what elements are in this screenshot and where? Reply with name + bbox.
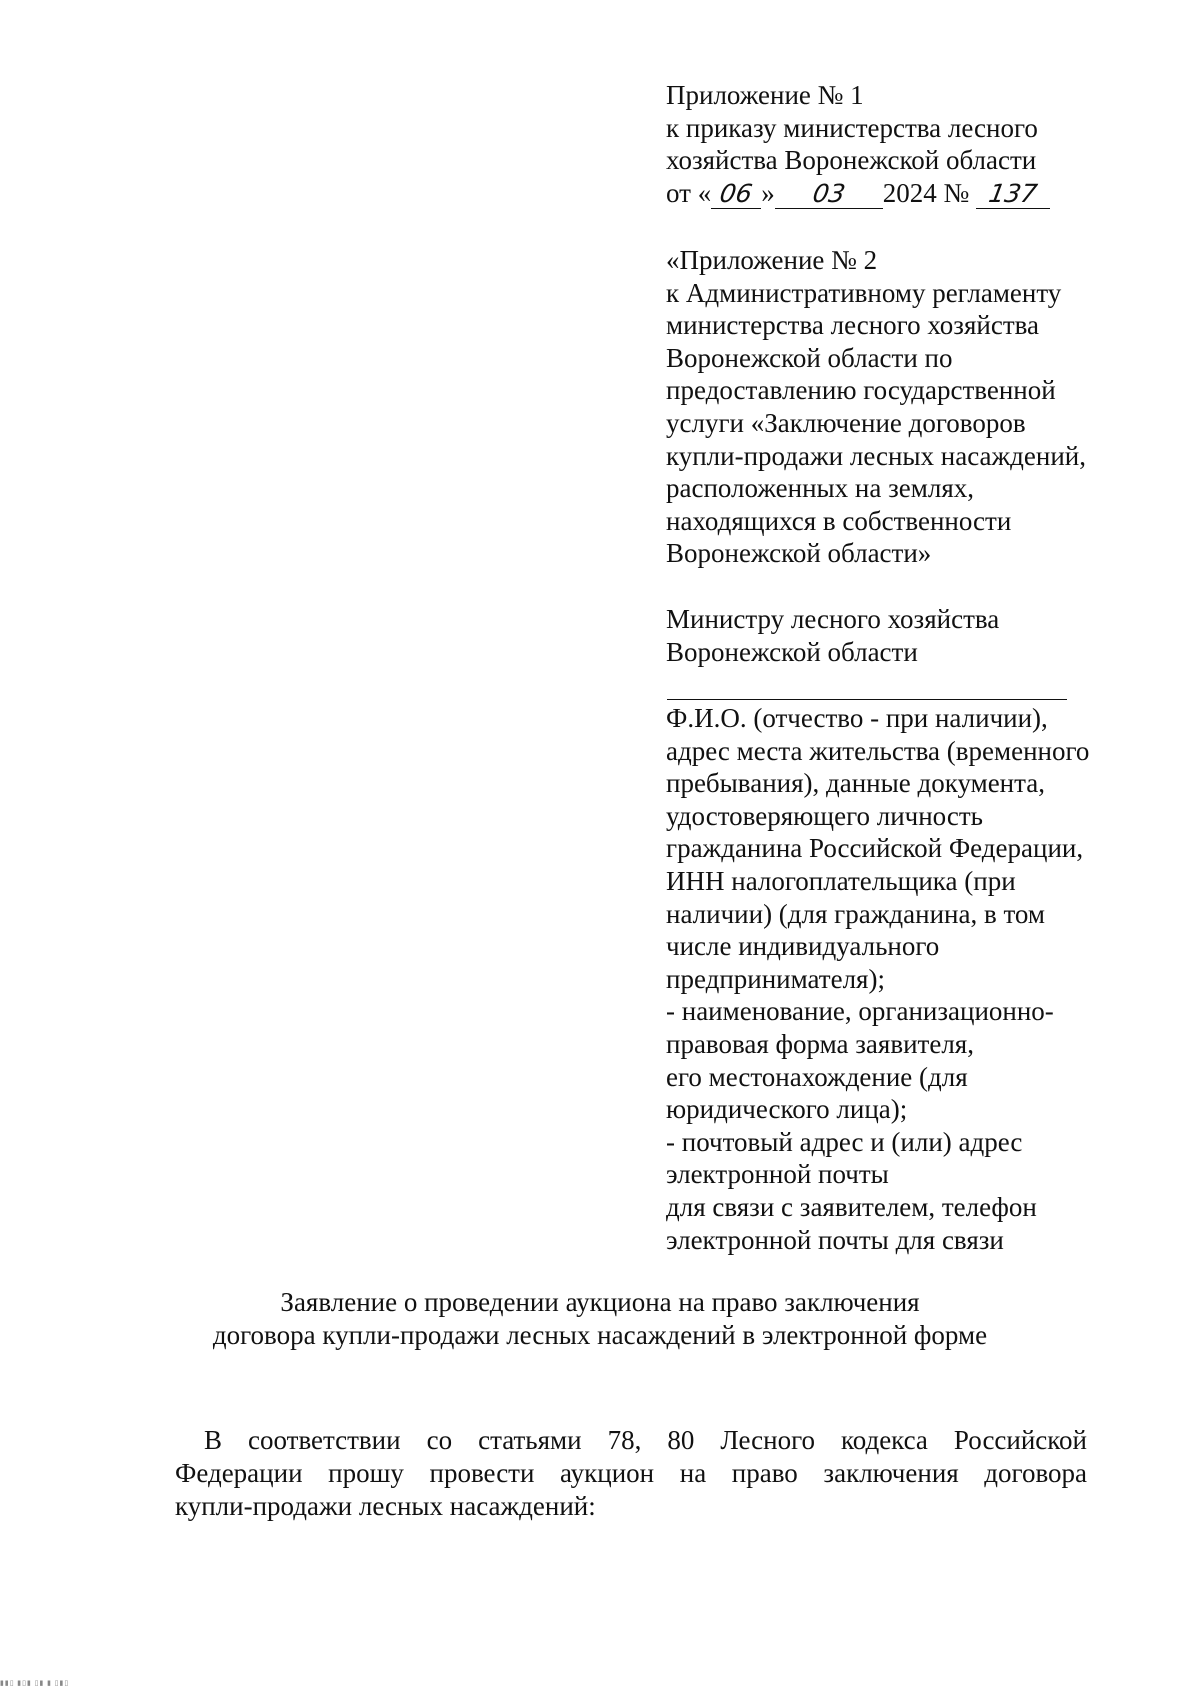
applicant-field-line: электронной почты для связи bbox=[666, 1224, 1004, 1255]
addressee-line: Воронежской области bbox=[666, 636, 918, 667]
appendix-2-line: Воронежской области по bbox=[666, 342, 953, 373]
body-line-3: купли-продажи лесных насаждений: bbox=[175, 1491, 596, 1521]
applicant-field-line: электронной почты bbox=[666, 1159, 889, 1190]
applicant-field-line: адрес места жительства (временного bbox=[666, 735, 1090, 766]
date-day-field bbox=[711, 179, 761, 209]
scan-marks: ▮▮▯ ▮▯▮ ▯▮ ▮ ▯▮▯ bbox=[0, 1680, 70, 1686]
applicant-blank-line bbox=[667, 699, 1067, 700]
applicant-field-line: юридического лица); bbox=[666, 1094, 908, 1125]
body-line-1: В соответствии со статьями 78, 80 Лесного кодекса Российской bbox=[204, 1425, 1087, 1455]
date-prefix: от « bbox=[666, 177, 712, 208]
appendix-2-line: «Приложение № 2 bbox=[666, 245, 878, 275]
applicant-field-line: наличии) (для гражданина, в том bbox=[666, 898, 1045, 929]
applicant-info-fields bbox=[666, 702, 1186, 1256]
appendix-1-header bbox=[666, 79, 1186, 209]
body-line-2: Федерации прошу провести аукцион на право заключения договора bbox=[175, 1458, 1087, 1488]
date-month-handwritten: 03 bbox=[810, 178, 848, 208]
applicant-field-line: - наименование, организационно- bbox=[666, 996, 1054, 1027]
body-paragraph bbox=[175, 1424, 1087, 1523]
applicant-field-line: пребывания), данные документа, bbox=[666, 768, 1045, 799]
applicant-field-line: удостоверяющего личность bbox=[666, 800, 983, 831]
appendix-1-order-ref: к приказу министерства лесного bbox=[666, 112, 1038, 143]
applicant-field-line: предпринимателя); bbox=[666, 963, 885, 994]
applicant-field-line: числе индивидуального bbox=[666, 931, 940, 962]
date-day-handwritten: 06 bbox=[717, 178, 755, 208]
appendix-2-line: министерства лесного хозяйства bbox=[666, 310, 1039, 341]
appendix-2-line: услуги «Заключение договоров bbox=[666, 407, 1026, 438]
document-title bbox=[0, 1286, 1200, 1351]
appendix-2-line: находящихся в собственности bbox=[666, 505, 1012, 536]
appendix-1-title: Приложение № 1 bbox=[666, 80, 864, 110]
appendix-2-line: Воронежской области» bbox=[666, 538, 932, 569]
addressee bbox=[666, 603, 1186, 668]
addressee-line: Министру лесного хозяйства bbox=[666, 604, 1000, 634]
applicant-field-line: ИНН налогоплательщика (при bbox=[666, 865, 1016, 896]
date-separator: » bbox=[761, 177, 775, 208]
applicant-field-line: для связи с заявителем, телефон bbox=[666, 1191, 1037, 1222]
applicant-field-line: - почтовый адрес и (или) адрес bbox=[666, 1126, 1023, 1157]
title-line-1: Заявление о проведении аукциона на право заключения bbox=[280, 1287, 920, 1317]
applicant-field-line: гражданина Российской Федерации, bbox=[666, 833, 1084, 864]
appendix-2-header bbox=[666, 244, 1186, 570]
appendix-2-line: купли-продажи лесных насаждений, bbox=[666, 440, 1087, 471]
appendix-2-line: к Административному регламенту bbox=[666, 277, 1062, 308]
date-month-field bbox=[775, 179, 883, 209]
applicant-field-line: правовая форма заявителя, bbox=[666, 1028, 974, 1059]
date-year: 2024 № bbox=[882, 177, 970, 208]
appendix-1-ministry: хозяйства Воронежской области bbox=[666, 145, 1037, 176]
appendix-2-line: предоставлению государственной bbox=[666, 375, 1056, 406]
order-number-field bbox=[976, 179, 1050, 209]
order-number-handwritten: 137 bbox=[986, 178, 1040, 208]
appendix-2-line: расположенных на землях, bbox=[666, 473, 974, 504]
applicant-field-line: его местонахождение (для bbox=[666, 1061, 968, 1092]
applicant-field-line: Ф.И.О. (отчество - при наличии), bbox=[666, 703, 1048, 733]
appendix-1-date-line bbox=[666, 177, 1186, 210]
title-line-2: договора купли-продажи лесных насаждений в электронной форме bbox=[212, 1319, 988, 1350]
